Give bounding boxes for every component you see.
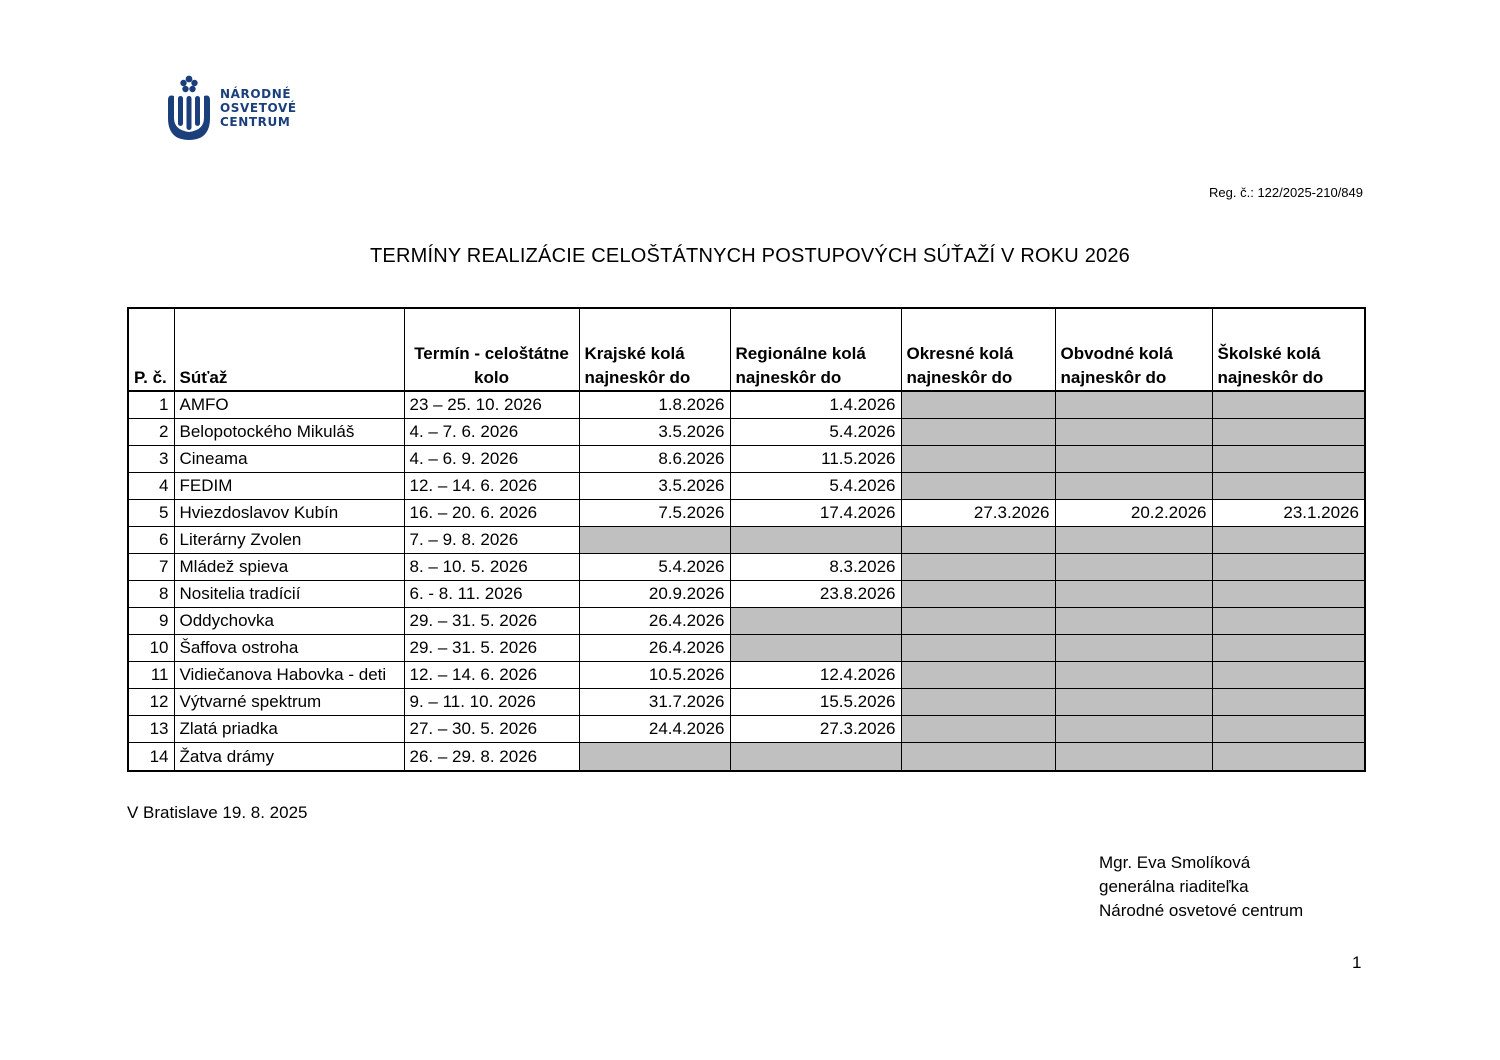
cell-krajske: 10.5.2026: [579, 662, 730, 689]
cell-krajske: 26.4.2026: [579, 608, 730, 635]
header-regionalne: Regionálne kolá najneskôr do: [730, 308, 901, 391]
header-skolske: Školské kolá najneskôr do: [1212, 308, 1365, 391]
cell-regionalne: 17.4.2026: [730, 500, 901, 527]
cell-regionalne: 12.4.2026: [730, 662, 901, 689]
cell-sutaz: Oddychovka: [174, 608, 404, 635]
cell-skolske: [1212, 608, 1365, 635]
header-okresne: Okresné kolá najneskôr do: [901, 308, 1055, 391]
cell-okresne: [901, 527, 1055, 554]
table-row: [128, 662, 1365, 689]
cell-sutaz: Hviezdoslavov Kubín: [174, 500, 404, 527]
cell-obvodne: [1055, 419, 1212, 446]
cell-skolske: 23.1.2026: [1212, 500, 1365, 527]
cell-sutaz: Vidiečanova Habovka - deti: [174, 662, 404, 689]
cell-regionalne: 5.4.2026: [730, 419, 901, 446]
cell-termin: 27. – 30. 5. 2026: [404, 716, 579, 743]
cell-pc: 10: [128, 635, 174, 662]
cell-obvodne: [1055, 743, 1212, 772]
cell-okresne: [901, 391, 1055, 419]
table-row: [128, 446, 1365, 473]
cell-regionalne: 5.4.2026: [730, 473, 901, 500]
table-row: [128, 473, 1365, 500]
cell-okresne: [901, 446, 1055, 473]
nos-emblem-icon: [166, 74, 212, 142]
table-row: [128, 743, 1365, 772]
cell-krajske: 31.7.2026: [579, 689, 730, 716]
cell-termin: 9. – 11. 10. 2026: [404, 689, 579, 716]
cell-krajske: 5.4.2026: [579, 554, 730, 581]
cell-pc: 9: [128, 608, 174, 635]
cell-obvodne: [1055, 391, 1212, 419]
cell-termin: 16. – 20. 6. 2026: [404, 500, 579, 527]
cell-sutaz: Výtvarné spektrum: [174, 689, 404, 716]
cell-pc: 13: [128, 716, 174, 743]
cell-krajske: 8.6.2026: [579, 446, 730, 473]
cell-krajske: 3.5.2026: [579, 419, 730, 446]
cell-pc: 3: [128, 446, 174, 473]
cell-okresne: [901, 662, 1055, 689]
schedule-table: [127, 307, 1366, 772]
cell-obvodne: [1055, 527, 1212, 554]
cell-obvodne: [1055, 446, 1212, 473]
table-row: [128, 419, 1365, 446]
header-obvodne: Obvodné kolá najneskôr do: [1055, 308, 1212, 391]
cell-sutaz: Zlatá priadka: [174, 716, 404, 743]
cell-pc: 4: [128, 473, 174, 500]
header-termin: Termín - celoštátne kolo: [404, 308, 579, 391]
cell-skolske: [1212, 716, 1365, 743]
signatory-name: Mgr. Eva Smolíková: [1099, 853, 1251, 872]
cell-sutaz: Mládež spieva: [174, 554, 404, 581]
cell-obvodne: [1055, 554, 1212, 581]
cell-sutaz: FEDIM: [174, 473, 404, 500]
header-pc: P. č.: [128, 308, 174, 391]
cell-skolske: [1212, 446, 1365, 473]
cell-sutaz: Šaffova ostroha: [174, 635, 404, 662]
cell-krajske: 1.8.2026: [579, 391, 730, 419]
cell-skolske: [1212, 527, 1365, 554]
cell-okresne: [901, 743, 1055, 772]
cell-skolske: [1212, 689, 1365, 716]
cell-pc: 2: [128, 419, 174, 446]
cell-termin: 8. – 10. 5. 2026: [404, 554, 579, 581]
cell-sutaz: Literárny Zvolen: [174, 527, 404, 554]
cell-pc: 1: [128, 391, 174, 419]
signatory-role: generálna riaditeľka: [1099, 877, 1249, 896]
cell-termin: 12. – 14. 6. 2026: [404, 662, 579, 689]
signature-block: [1099, 851, 1303, 923]
cell-termin: 4. – 6. 9. 2026: [404, 446, 579, 473]
table-row: [128, 716, 1365, 743]
cell-obvodne: [1055, 662, 1212, 689]
cell-skolske: [1212, 635, 1365, 662]
cell-obvodne: [1055, 635, 1212, 662]
cell-okresne: [901, 716, 1055, 743]
cell-termin: 29. – 31. 5. 2026: [404, 635, 579, 662]
table-row: [128, 527, 1365, 554]
cell-skolske: [1212, 662, 1365, 689]
cell-pc: 5: [128, 500, 174, 527]
cell-sutaz: Žatva drámy: [174, 743, 404, 772]
cell-termin: 23 – 25. 10. 2026: [404, 391, 579, 419]
cell-obvodne: 20.2.2026: [1055, 500, 1212, 527]
cell-pc: 14: [128, 743, 174, 772]
cell-sutaz: Nositelia tradícií: [174, 581, 404, 608]
document-title: TERMÍNY REALIZÁCIE CELOŠTÁTNYCH POSTUPOVÝCH SÚŤAŽÍ V ROKU 2026: [370, 245, 1130, 267]
table-row: [128, 581, 1365, 608]
cell-termin: 12. – 14. 6. 2026: [404, 473, 579, 500]
cell-obvodne: [1055, 716, 1212, 743]
table-row: [128, 500, 1365, 527]
cell-regionalne: 8.3.2026: [730, 554, 901, 581]
cell-pc: 12: [128, 689, 174, 716]
cell-krajske: [579, 527, 730, 554]
table-row: [128, 635, 1365, 662]
cell-sutaz: Cineama: [174, 446, 404, 473]
header-sutaz: Súťaž: [174, 308, 404, 391]
cell-pc: 7: [128, 554, 174, 581]
table-header-row: [128, 308, 1365, 391]
table-row: [128, 689, 1365, 716]
header-krajske: Krajské kolá najneskôr do: [579, 308, 730, 391]
cell-termin: 4. – 7. 6. 2026: [404, 419, 579, 446]
cell-regionalne: [730, 527, 901, 554]
logo-line-2: OSVETOVÉ: [220, 101, 297, 115]
cell-okresne: [901, 419, 1055, 446]
cell-obvodne: [1055, 608, 1212, 635]
cell-termin: 7. – 9. 8. 2026: [404, 527, 579, 554]
cell-pc: 6: [128, 527, 174, 554]
cell-pc: 11: [128, 662, 174, 689]
cell-regionalne: 11.5.2026: [730, 446, 901, 473]
cell-okresne: [901, 635, 1055, 662]
cell-obvodne: [1055, 689, 1212, 716]
logo-line-1: NÁRODNÉ: [220, 87, 292, 101]
cell-okresne: [901, 608, 1055, 635]
cell-sutaz: AMFO: [174, 391, 404, 419]
cell-krajske: 20.9.2026: [579, 581, 730, 608]
cell-regionalne: [730, 635, 901, 662]
page-number: 1: [1352, 953, 1362, 972]
cell-okresne: [901, 581, 1055, 608]
cell-termin: 29. – 31. 5. 2026: [404, 608, 579, 635]
cell-sutaz: Belopotockého Mikuláš: [174, 419, 404, 446]
cell-skolske: [1212, 391, 1365, 419]
cell-okresne: 27.3.2026: [901, 500, 1055, 527]
cell-okresne: [901, 689, 1055, 716]
cell-regionalne: 15.5.2026: [730, 689, 901, 716]
cell-pc: 8: [128, 581, 174, 608]
cell-termin: 6. - 8. 11. 2026: [404, 581, 579, 608]
cell-skolske: [1212, 473, 1365, 500]
table-row: [128, 554, 1365, 581]
cell-skolske: [1212, 419, 1365, 446]
cell-obvodne: [1055, 473, 1212, 500]
cell-skolske: [1212, 743, 1365, 772]
cell-obvodne: [1055, 581, 1212, 608]
cell-skolske: [1212, 554, 1365, 581]
cell-skolske: [1212, 581, 1365, 608]
cell-regionalne: [730, 608, 901, 635]
cell-okresne: [901, 554, 1055, 581]
cell-krajske: 3.5.2026: [579, 473, 730, 500]
place-and-date: V Bratislave 19. 8. 2025: [127, 803, 308, 822]
signatory-organization: Národné osvetové centrum: [1099, 901, 1304, 920]
cell-krajske: 26.4.2026: [579, 635, 730, 662]
table-row: [128, 391, 1365, 419]
cell-krajske: 24.4.2026: [579, 716, 730, 743]
cell-termin: 26. – 29. 8. 2026: [404, 743, 579, 772]
cell-regionalne: 27.3.2026: [730, 716, 901, 743]
cell-okresne: [901, 473, 1055, 500]
cell-regionalne: 1.4.2026: [730, 391, 901, 419]
logo-line-3: CENTRUM: [220, 115, 291, 129]
logo: [166, 74, 297, 142]
cell-regionalne: 23.8.2026: [730, 581, 901, 608]
table-row: [128, 608, 1365, 635]
cell-krajske: 7.5.2026: [579, 500, 730, 527]
cell-regionalne: [730, 743, 901, 772]
cell-krajske: [579, 743, 730, 772]
registration-number: Reg. č.: 122/2025-210/849: [1209, 185, 1363, 200]
